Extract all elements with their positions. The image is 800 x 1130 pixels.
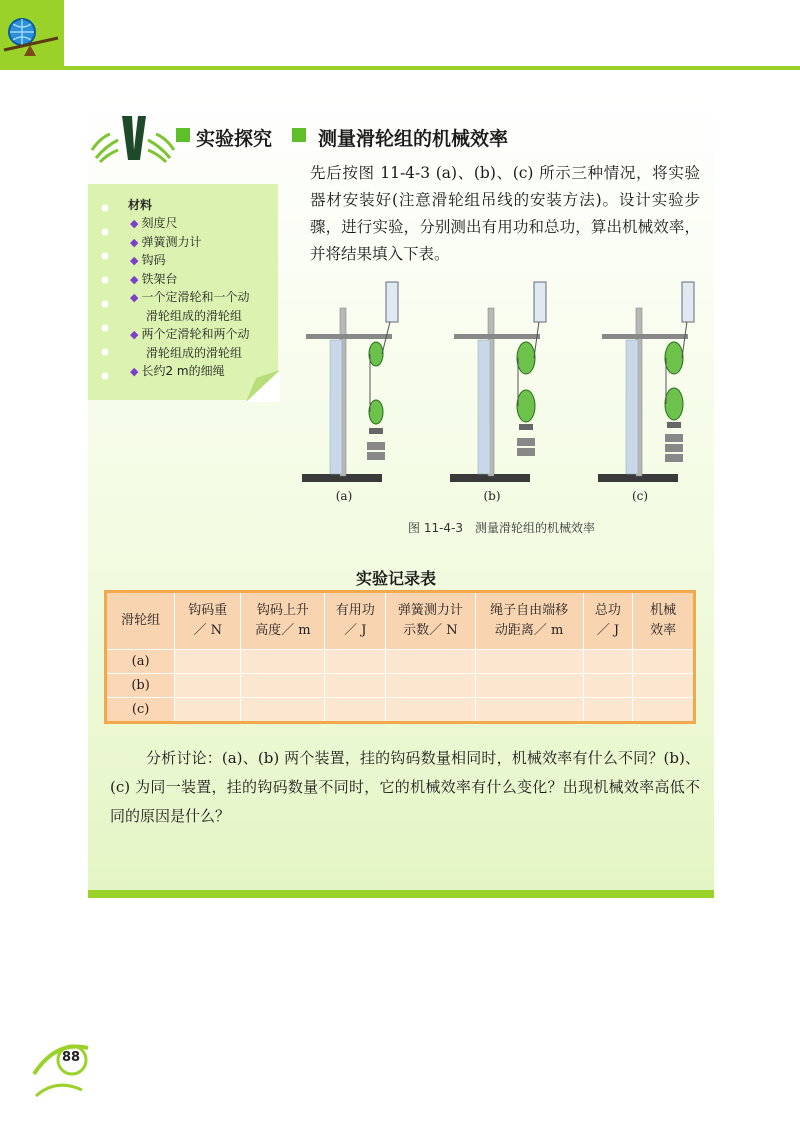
table-header-text: 总功 [594,603,621,618]
diamond-bullet-icon: ◆ [130,235,139,249]
page-curl-icon [246,370,280,402]
figure-label-b: (b) [483,489,501,503]
table-header-cell [475,592,583,650]
table-header-cell [583,592,633,650]
diamond-bullet-icon: ◆ [130,328,139,341]
table-header-cell [633,592,695,650]
table-cell[interactable] [241,674,325,698]
table-cell[interactable] [325,650,386,674]
material-item [146,307,242,325]
table-cell[interactable] [583,650,633,674]
table-cell[interactable] [633,698,695,723]
table-header-text: 滑轮组 [121,613,161,628]
figure-label-a: (a) [335,489,353,503]
material-item [130,288,249,307]
material-item [130,325,249,344]
table-header-cell [386,592,476,650]
setup-c [598,282,694,482]
diamond-bullet-icon: ◆ [130,291,139,304]
table-title: 实验记录表 [356,569,437,588]
section-label: 实验探究 [196,128,273,150]
material-item [130,251,165,270]
material-item [130,270,177,289]
figure-caption: 图 11-4-3 测量滑轮组的机械效率 [408,521,596,535]
material-item [130,362,225,381]
table-header-text: 绳子自由端移 [490,603,569,618]
table-row-label: (a) [106,650,175,674]
figure-label-c: (c) [631,489,649,503]
material-item [130,214,177,233]
section-title: 测量滑轮组的机械效率 [318,128,509,150]
material-item-text: 铁架台 [141,271,178,286]
header-logo-block [0,0,64,70]
table-row [106,674,695,698]
title-square-right [292,128,306,142]
diamond-bullet-icon: ◆ [130,254,139,267]
discussion-paragraph: 分析讨论：(a)、(b) 两个装置，挂的钩码数量相同时，机械效率有什么不同？(b)、(c) 为同一装置，挂的钩码数量不同时，它的机械效率有什么变化？出现机械效率高低不同的原因是什么？ [110,749,700,825]
table-header-text: 效率 [650,623,677,638]
table-cell[interactable] [583,674,633,698]
table-header-text: 示数／ N [403,623,458,638]
table-cell[interactable] [583,698,633,723]
title-square-left [176,128,190,142]
table-cell[interactable] [386,650,476,674]
table-cell[interactable] [175,698,241,723]
spiral-dots [98,196,112,396]
table-header-text: 钩码重 [188,603,228,618]
table-header-text: 机械 [650,603,677,618]
table-header-cell [106,592,175,650]
table-header-row [106,592,695,650]
table-header-text: 有用功 [335,603,375,618]
table-cell[interactable] [241,650,325,674]
table-cell[interactable] [241,698,325,723]
material-item-text: 滑轮组成的滑轮组 [146,308,243,323]
table-header-cell [241,592,325,650]
material-item [146,344,242,362]
material-item-text: 刻度尺 [141,216,178,230]
table-header-text: 动距离／ m [494,623,564,638]
table-cell[interactable] [475,674,583,698]
table-header-text: ／ J [596,623,620,638]
table-body [106,650,695,723]
header-rule [60,66,800,70]
globe-seesaw-icon [0,0,64,70]
diamond-bullet-icon: ◆ [130,272,139,286]
table-cell[interactable] [325,698,386,723]
table-cell[interactable] [175,650,241,674]
grass-emblem-icon [88,110,178,164]
table-cell[interactable] [325,674,386,698]
table-cell[interactable] [475,698,583,723]
material-item-text: 长约2 m的细绳 [141,364,225,378]
panel-bottom-rule [88,890,714,898]
table-cell[interactable] [386,674,476,698]
material-item-text: 钩码 [141,253,166,267]
table-cell[interactable] [386,698,476,723]
table-cell[interactable] [633,674,695,698]
table-header-text: 钩码上升 [256,603,309,618]
setup-b [450,282,546,482]
table-row [106,650,695,674]
pulley-figure [300,278,710,508]
intro-paragraph: 先后按图 11-4-3 (a)、(b)、(c) 所示三种情况，将实验器材安装好(注意滑轮组吊线的安装方法)。设计实验步骤，进行实验，分别测出有用功和总功，算出机械效率，并将结果填入下表。 [310,164,700,263]
record-table [104,590,696,724]
diamond-bullet-icon: ◆ [130,365,139,378]
table-row [106,698,695,723]
table-row-label: (b) [106,674,175,698]
diamond-bullet-icon: ◆ [130,217,139,230]
table-header-text: 高度／ m [255,623,311,638]
table-header-text: ／ J [344,623,367,638]
table-header-text: 弹簧测力计 [397,603,463,618]
page-number-swoosh-icon [26,1034,96,1104]
page-number: 88 [62,1050,81,1065]
material-item-text: 弹簧测力计 [141,234,202,249]
table-row-label: (c) [106,698,175,723]
materials-title: 材料 [128,198,153,212]
material-item-text: 一个定滑轮和一个动 [141,290,250,304]
table-cell[interactable] [175,674,241,698]
table-header-cell [175,592,241,650]
material-item [130,233,201,252]
table-header-text: ／ N [193,623,222,638]
table-cell[interactable] [633,650,695,674]
table-header-cell [325,592,386,650]
table-cell[interactable] [475,650,583,674]
material-item-text: 滑轮组成的滑轮组 [146,345,243,360]
material-item-text: 两个定滑轮和两个动 [141,327,250,341]
setup-a [302,282,398,482]
